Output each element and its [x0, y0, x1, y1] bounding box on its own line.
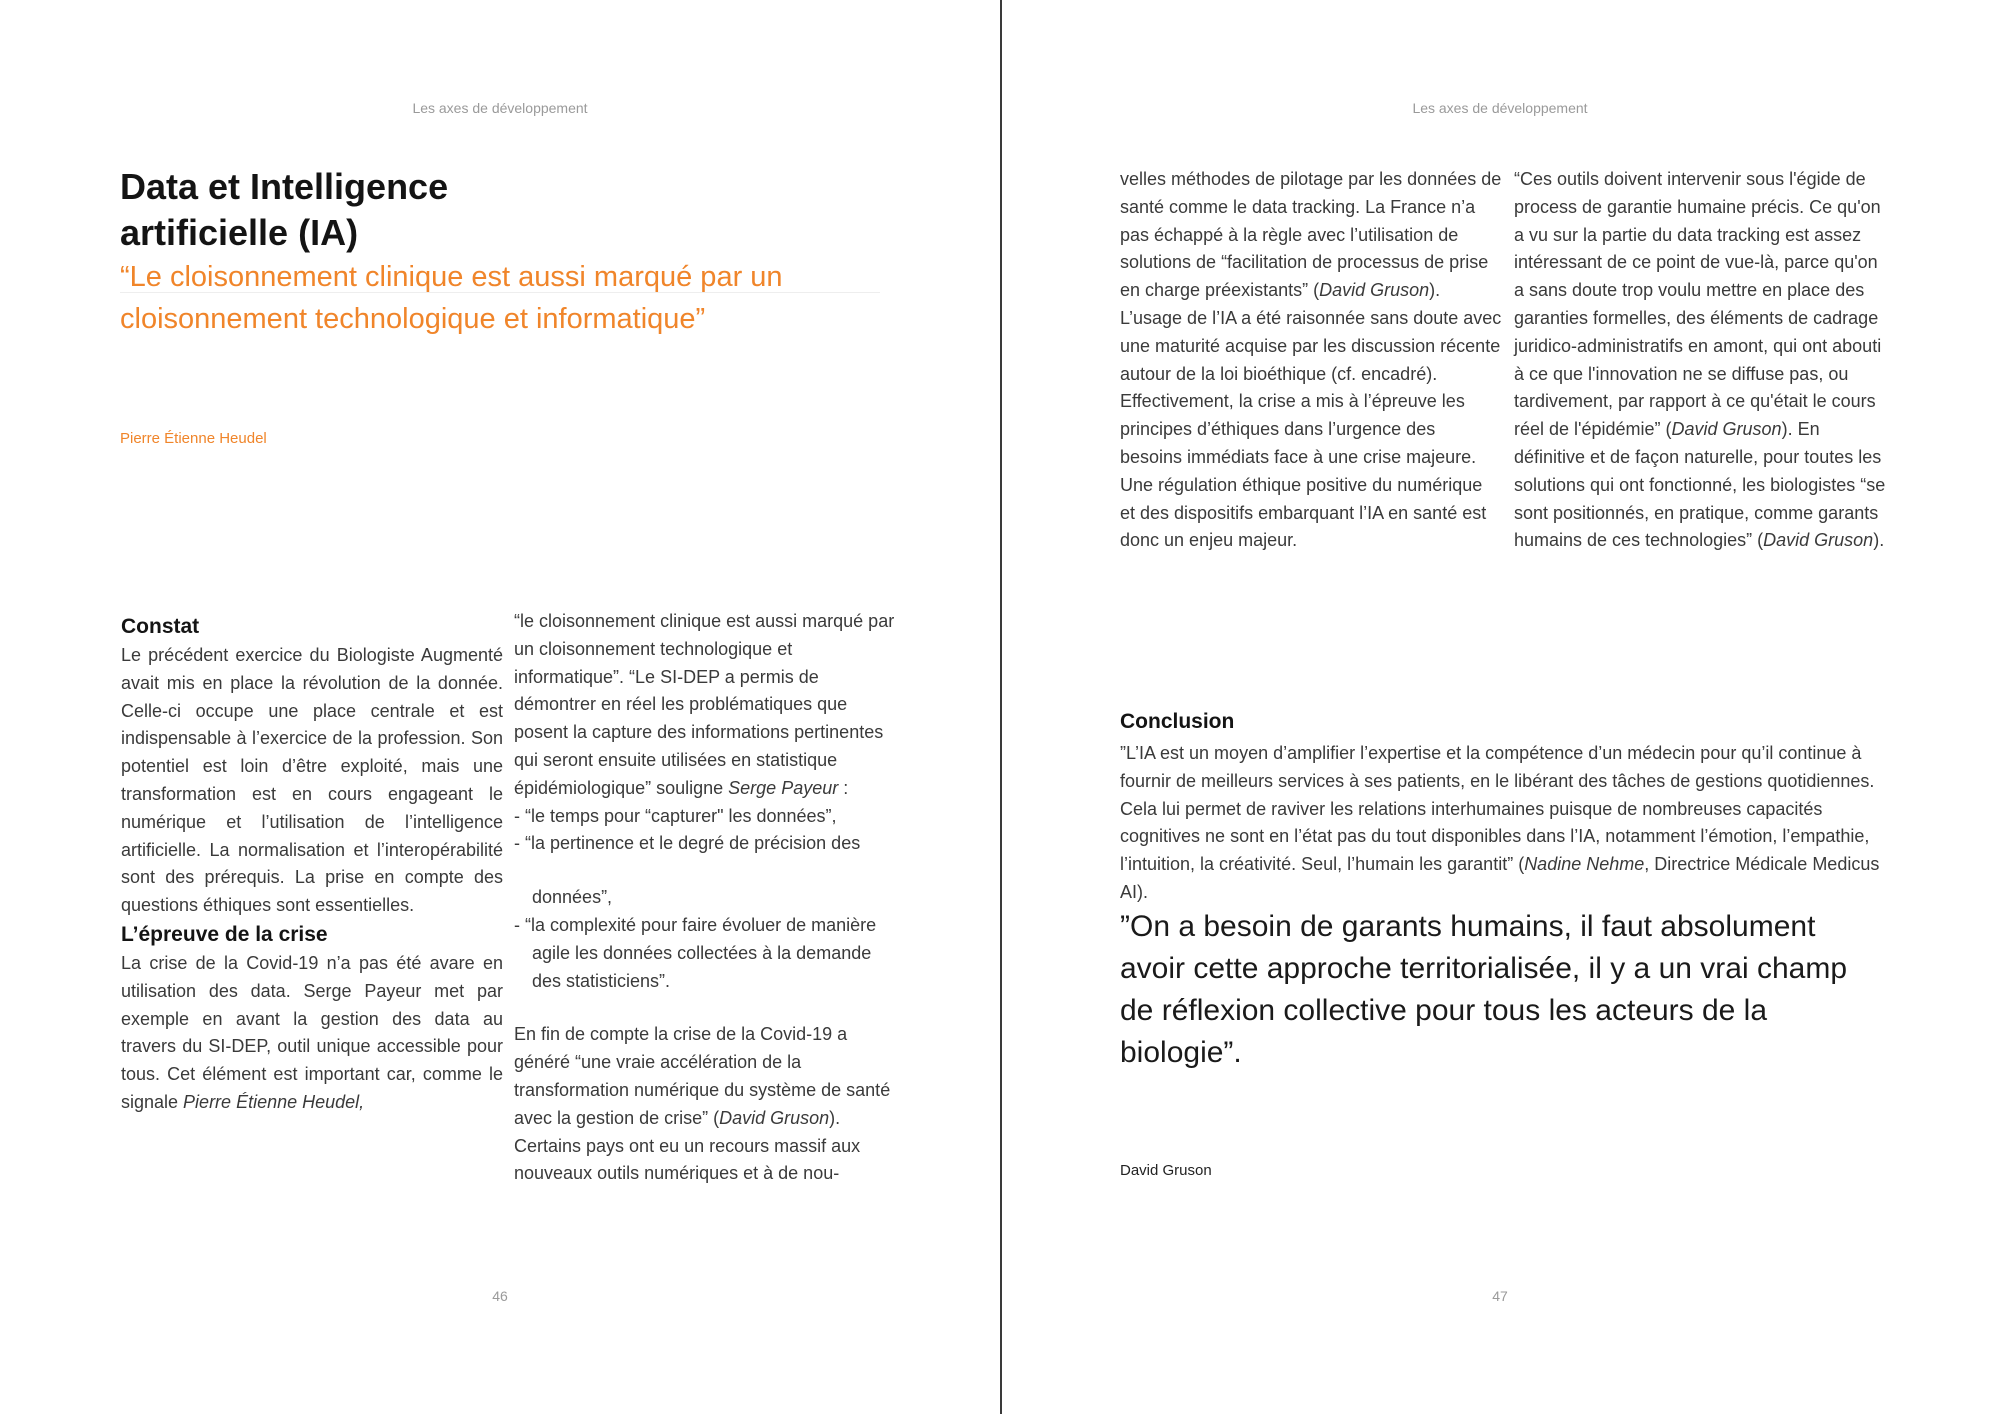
- body-paragraph: [514, 1021, 898, 1188]
- subtitle-line: “Le cloisonnement clinique est aussi marqué par un: [120, 261, 783, 293]
- subtitle-quote: [120, 256, 880, 340]
- citation: David Gruson: [1763, 530, 1874, 551]
- spacer: [514, 858, 898, 884]
- list-item: - “le temps pour “capturer" les données”,: [514, 805, 837, 826]
- paragraph-text: ). Certains pays ont eu un recours massif aux nouveaux outils numériques et à de nou-: [514, 1107, 861, 1184]
- subtitle-line: cloisonnement technologique et informatique”: [120, 303, 706, 335]
- conclusion-paragraph: [1120, 740, 1880, 907]
- list-item: - “la complexité pour faire évoluer de manière agile les données collectées à la demande des statisticiens”.: [514, 914, 877, 991]
- title-line: Data et Intelligence: [120, 166, 449, 207]
- section-heading-crise: L’épreuve de la crise: [121, 922, 328, 946]
- paragraph-text: ”L’IA est un moyen d’amplifier l’expertise et la compétence d’un médecin pour qu’il continue à fournir de meilleurs services à ses patients, en le libérant des tâches de gestions quotidiennes. Cela lui permet de raviver les relations interhumaines puisque de nombreuses capacités cognitives ne sont en l’état pas du tout disponibles dans l’IA, notamment l’émotion, l’empathie, l’intuition, la créativité. Seul, l’humain les garantit” (: [1120, 743, 1875, 875]
- citation: Nadine Nehme: [1524, 854, 1645, 875]
- spacer: [514, 995, 898, 1021]
- pull-quote: ”On a besoin de garants humains, il faut absolument avoir cette approche territorialisée, il y a un vrai champ de réflexion collective pour tous les acteurs de la biologie”.: [1120, 910, 1848, 1069]
- body-paragraph: [1120, 166, 1502, 555]
- title-line: artificielle (IA): [120, 212, 359, 253]
- right-column-1: [1120, 166, 1502, 555]
- paragraph-text: ). En définitive et de façon naturelle, pour toutes les solutions qui ont fonctionné, les biologistes “se sont positionnés, en pratique, comme garants humains de ces technologies” (: [1514, 419, 1886, 551]
- left-column-2: [514, 608, 898, 1188]
- paragraph-text: velles méthodes de pilotage par les données de santé comme le data tracking. La France n’a pas échappé à la règle avec l’utilisation de solutions de “facilitation de processus de prise en charge préexistants” (: [1120, 169, 1502, 301]
- author-name: Pierre Étienne Heudel: [120, 430, 267, 447]
- paragraph-text: ).: [1873, 530, 1885, 551]
- section-heading-conclusion: Conclusion: [1120, 710, 1235, 733]
- right-column-2: [1514, 166, 1886, 555]
- list-item: données”,: [532, 887, 613, 908]
- paragraph-text: , Directrice Médicale Medicus AI).: [1120, 854, 1880, 902]
- running-head: Les axes de développement: [1412, 100, 1588, 116]
- list-item: - “la pertinence et le degré de précision des: [514, 833, 861, 854]
- section-heading-constat: Constat: [121, 615, 200, 638]
- citation: Serge Payeur: [728, 777, 839, 798]
- quote-paragraph: [514, 608, 898, 803]
- citation: David Gruson: [719, 1107, 830, 1128]
- left-column-1: [121, 612, 503, 1117]
- paragraph-text: En fin de compte la crise de la Covid-19 a généré “une vraie accélération de la transformation numérique du système de santé avec la gestion de crise” (: [514, 1024, 891, 1128]
- crise-paragraph: [121, 950, 503, 1117]
- citation: Pierre Étienne Heudel,: [183, 1091, 365, 1112]
- paragraph-text: :: [838, 777, 849, 798]
- paragraph-text: “Ces outils doivent intervenir sous l'égide de process de garantie humaine précis. Ce qu'on a vu sur la partie du data tracking est assez intéressant de ce point de vue-là, parce qu'on a sans doute trop voulu mettre en place des garanties formelles, des éléments de cadrage juridico-administratifs en amont, qui ont abouti à ce que l'innovation ne se diffuse pas, ou tardivement, par rapport à ce qu'était le cours réel de l'épidémie” (: [1514, 169, 1882, 440]
- quote-attribution: David Gruson: [1120, 1162, 1212, 1179]
- page-number: 46: [492, 1288, 508, 1304]
- paragraph-text: La crise de la Covid-19 n’a pas été avare en utilisation des data. Serge Payeur met par exemple en avant la gestion des data au travers du SI-DEP, outil unique accessible pour tous. Cet élément est important car, comme le signale: [121, 952, 503, 1112]
- page-number: 47: [1492, 1288, 1508, 1304]
- page-title: [120, 164, 600, 256]
- constat-paragraph: Le précédent exercice du Biologiste Augmenté avait mis en place la révolution de la donnée. Celle-ci occupe une place centrale et est indispensable à l’exercice de la profession. Son potentiel est loin d’être exploité, mais une transformation est en cours engageant le numérique et l’utilisation de l’intelligence artificielle. La normalisation et l’interopérabilité sont des prérequis. La prise en compte des questions éthiques sont essentielles.: [121, 645, 503, 916]
- citation: David Gruson: [1319, 280, 1430, 301]
- running-head: Les axes de développement: [412, 100, 588, 116]
- paragraph-text: “le cloisonnement clinique est aussi marqué par un cloisonnement technologique et informatique”. “Le SI-DEP a permis de démontrer en réel les problématiques que posent la capture des informations pertinentes qui seront ensuite utilisées en statistique épidémiologique” souligne: [514, 611, 895, 798]
- body-paragraph: [1514, 166, 1886, 555]
- citation: David Gruson: [1671, 419, 1782, 440]
- paragraph-text: ). L’usage de l’IA a été raisonnée sans doute avec une maturité acquise par les discussion récente autour de la loi bioéthique (cf. encadré). Effectivement, la crise a mis à l’épreuve les principes d’éthiques dans l’urgence des besoins immédiats face à une crise majeure. Une régulation éthique positive du numérique et des dispositifs embarquant l’IA en santé est donc un enjeu majeur.: [1120, 280, 1502, 551]
